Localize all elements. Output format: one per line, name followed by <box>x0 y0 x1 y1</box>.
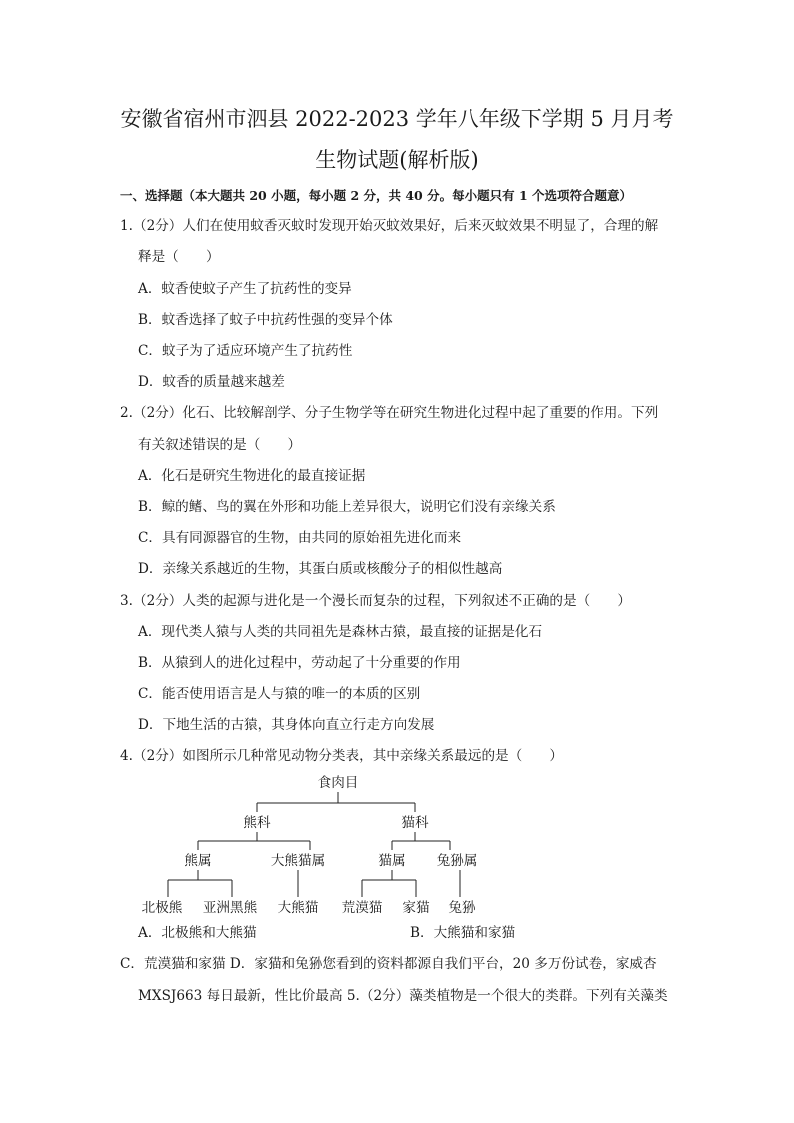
question-3-option-b: B．从猿到人的进化过程中，劳动起了十分重要的作用 <box>138 655 461 671</box>
tree-node-genus-panda: 大熊猫属 <box>270 853 326 869</box>
question-1-stem: 1.（2分）人们在使用蚊香灭蚊时发现开始灭蚊效果好，后来灭蚊效果不明显了，合理的解 <box>120 218 659 234</box>
tree-node-species-polar-bear: 北极熊 <box>141 900 183 916</box>
question-1-stem-cont: 释是（ ） <box>138 249 220 265</box>
question-1-option-b: B．蚊香选择了蚊子中抗药性强的变异个体 <box>138 312 393 328</box>
document-title: 安徽省宿州市泗县 2022-2023 学年八年级下学期 5 月月考 <box>120 107 674 131</box>
question-4-option-b: B．大熊猫和家猫 <box>410 925 516 941</box>
tree-node-order: 食肉目 <box>317 775 359 791</box>
question-1-option-a: A．蚊香使蚊子产生了抗药性的变异 <box>138 281 352 297</box>
question-2-option-d: D．亲缘关系越近的生物，其蛋白质或核酸分子的相似性越高 <box>138 561 503 577</box>
question-2-option-c: C．具有同源器官的生物，由共同的原始祖先进化而来 <box>138 530 462 546</box>
tree-node-species-house-cat: 家猫 <box>402 900 430 916</box>
section-heading: 一、选择题（本大题共 20 小题，每小题 2 分，共 40 分。每小题只有 1 个选项符合题意） <box>120 188 633 203</box>
question-1-option-c: C．蚊子为了适应环境产生了抗药性 <box>138 343 353 359</box>
question-3-option-c: C．能否使用语言是人与猿的唯一的本质的区别 <box>138 686 421 702</box>
tree-node-species-asian-black-bear: 亚洲黑熊 <box>202 900 258 916</box>
question-3-option-a: A．现代类人猿与人类的共同祖先是森林古猿，最直接的证据是化石 <box>138 624 543 640</box>
tree-node-species-manul: 兔狲 <box>448 900 476 916</box>
tree-node-genus-lynx: 兔狲属 <box>436 853 478 869</box>
question-2-stem: 2.（2分）化石、比较解剖学、分子生物学等在研究生物进化过程中起了重要的作用。下列 <box>120 405 659 421</box>
question-4-option-a: A．北极熊和大熊猫 <box>138 925 257 941</box>
question-1-option-d: D．蚊香的质量越来越差 <box>138 374 285 390</box>
question-4-stem: 4.（2分）如图所示几种常见动物分类表，其中亲缘关系最远的是（ ） <box>120 748 564 764</box>
question-3-stem: 3.（2分）人类的起源与进化是一个漫长而复杂的过程，下列叙述不正确的是（ ） <box>120 593 631 609</box>
question-3-option-d: D．下地生活的古猿，其身体向直立行走方向发展 <box>138 717 435 733</box>
document-subtitle: 生物试题(解析版) <box>315 148 479 172</box>
question-2-option-a: A．化石是研究生物进化的最直接证据 <box>138 468 366 484</box>
question-4-option-cd: C．荒漠猫和家猫 D．家猫和兔狲您看到的资料都源自我们平台，20 多万份试卷，家威杏 <box>120 956 657 972</box>
classification-tree <box>120 770 680 920</box>
tree-node-family-cat: 猫科 <box>401 815 429 831</box>
tree-connector-lines <box>120 770 680 920</box>
tree-node-genus-cat: 猫属 <box>378 853 406 869</box>
tree-node-genus-bear: 熊属 <box>184 853 212 869</box>
question-5-stem-start: MXSJ663 每日最新，性比价最高 5.（2分）藻类植物是一个很大的类群。下列有关藻类 <box>138 988 668 1004</box>
tree-node-species-giant-panda: 大熊猫 <box>277 900 319 916</box>
question-2-option-b: B．鲸的鳍、鸟的翼在外形和功能上差异很大，说明它们没有亲缘关系 <box>138 499 556 515</box>
tree-node-family-bear: 熊科 <box>243 815 271 831</box>
tree-node-species-desert-cat: 荒漠猫 <box>341 900 383 916</box>
question-2-stem-cont: 有关叙述错误的是（ ） <box>138 437 302 453</box>
